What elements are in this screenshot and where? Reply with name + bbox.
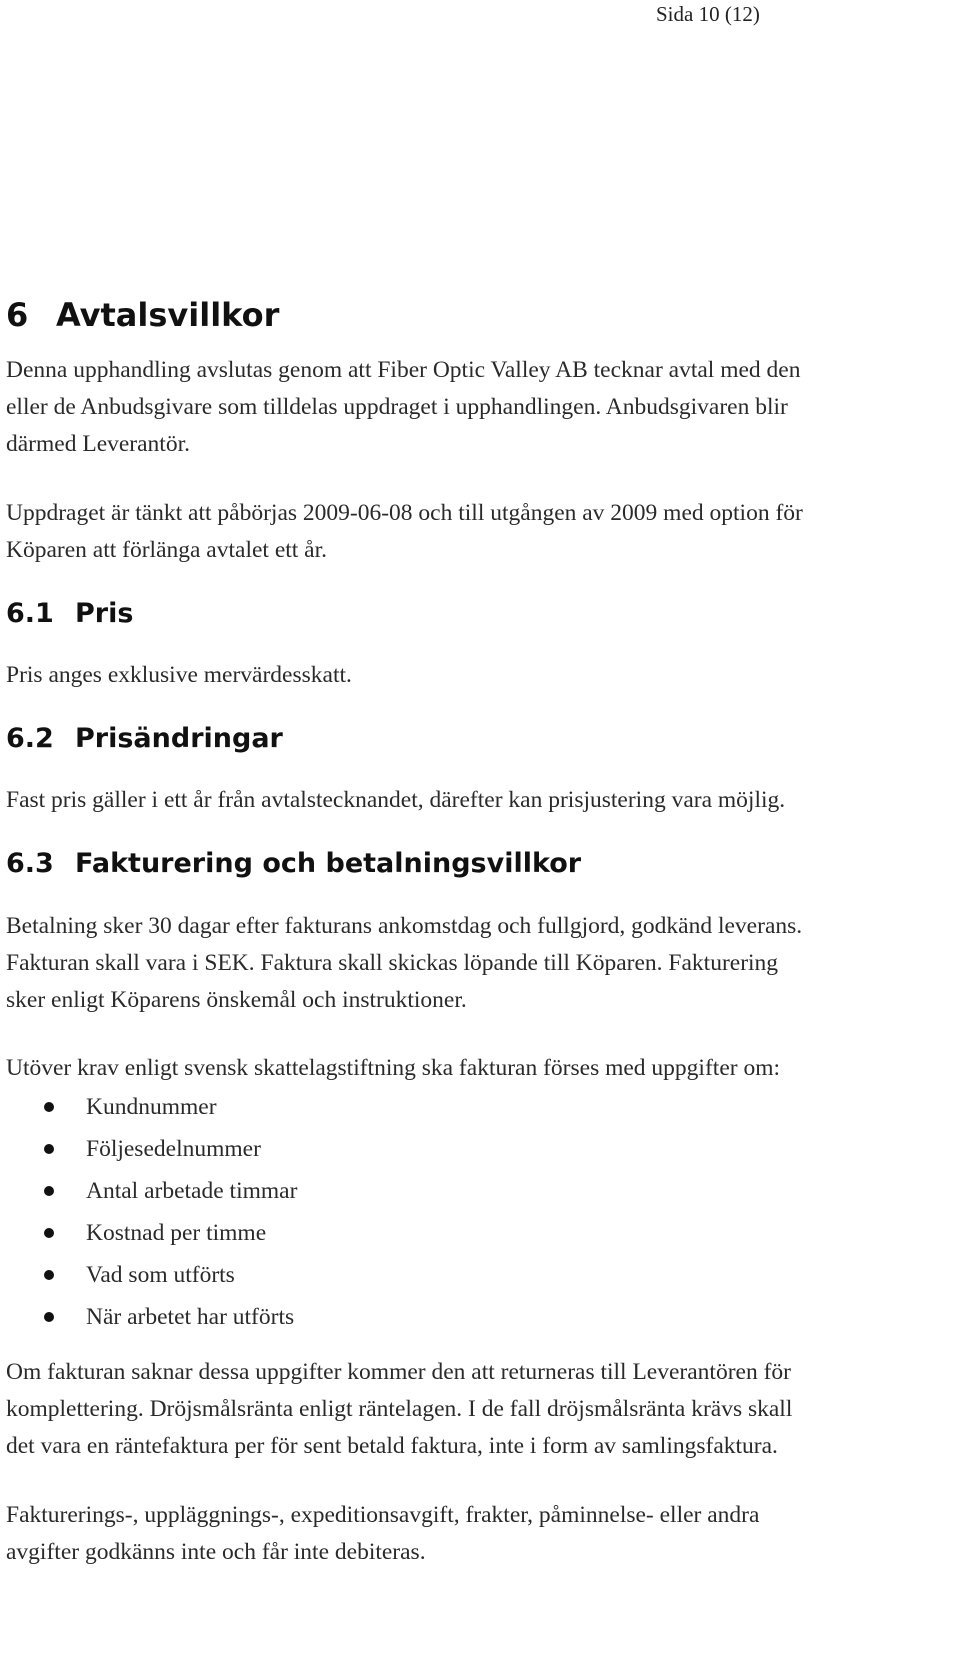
- missing-info-paragraph: [6, 1354, 792, 1465]
- subsection-title: Prisändringar: [75, 723, 283, 754]
- bullet-icon: [44, 1102, 54, 1112]
- subsection-title: Fakturering och betalningsvillkor: [75, 848, 582, 879]
- bullet-icon: [44, 1270, 54, 1280]
- subsection-heading-6-2: [6, 723, 283, 754]
- list-item-label: När arbetet har utförts: [86, 1304, 295, 1330]
- paragraph-line: Pris anges exklusive mervärdesskatt.: [6, 662, 352, 688]
- paragraph-line: Utöver krav enligt svensk skattelagstiftning ska fakturan förses med uppgifter om:: [6, 1055, 781, 1081]
- fees-paragraph: [6, 1497, 759, 1571]
- paragraph-line: Betalning sker 30 dagar efter fakturans ankomstdag och fullgjord, godkänd leverans.: [6, 913, 803, 939]
- start-paragraph: [6, 495, 803, 569]
- list-item: [6, 1170, 297, 1212]
- list-item: [6, 1296, 297, 1338]
- section-number: 6: [6, 296, 29, 334]
- paragraph-line: Fast pris gäller i ett år från avtalstecknandet, därefter kan prisjustering vara möjlig.: [6, 787, 786, 813]
- section-title: Avtalsvillkor: [56, 296, 280, 334]
- paragraph-line: Denna upphandling avslutas genom att Fiber Optic Valley AB tecknar avtal med den: [6, 357, 801, 383]
- paragraph-line: komplettering. Dröjsmålsränta enligt räntelagen. I de fall dröjsmålsränta krävs skall: [6, 1396, 793, 1422]
- subsection-heading-6-1: [6, 598, 133, 629]
- bullet-icon: [44, 1186, 54, 1196]
- paragraph-line: Köparen att förlänga avtalet ett år.: [6, 537, 328, 563]
- subsection-number: 6.1: [6, 598, 54, 629]
- list-item: [6, 1086, 297, 1128]
- bullet-icon: [44, 1312, 54, 1322]
- list-item-label: Antal arbetade timmar: [86, 1178, 298, 1204]
- requirements-list: [6, 1086, 297, 1338]
- bullet-icon: [44, 1228, 54, 1238]
- paragraph-line: Fakturan skall vara i SEK. Faktura skall skickas löpande till Köparen. Fakturering: [6, 950, 779, 976]
- paragraph-line: Om fakturan saknar dessa uppgifter kommer den att returneras till Leverantören för: [6, 1359, 791, 1385]
- price-paragraph: [6, 657, 352, 694]
- subsection-title: Pris: [75, 598, 134, 629]
- intro-paragraph: [6, 352, 800, 463]
- list-item: [6, 1128, 297, 1170]
- section-heading: [6, 296, 279, 334]
- paragraph-line: det vara en räntefaktura per för sent betald faktura, inte i form av samlingsfaktura.: [6, 1433, 778, 1459]
- paragraph-line: därmed Leverantör.: [6, 431, 190, 457]
- list-item-label: Kundnummer: [86, 1094, 217, 1120]
- price-change-paragraph: [6, 782, 785, 819]
- subsection-number: 6.3: [6, 848, 54, 879]
- page-number: Sida 10 (12): [656, 2, 760, 26]
- subsection-heading-6-3: [6, 848, 581, 879]
- list-item-label: Följesedelnummer: [86, 1136, 261, 1162]
- subsection-number: 6.2: [6, 723, 54, 754]
- paragraph-line: eller de Anbudsgivare som tilldelas uppdraget i upphandlingen. Anbudsgivaren blir: [6, 394, 788, 420]
- paragraph-line: Fakturerings-, uppläggnings-, expeditionsavgift, frakter, påminnelse- eller andra: [6, 1502, 760, 1528]
- requirements-intro: [6, 1050, 780, 1087]
- payment-paragraph: [6, 908, 802, 1019]
- list-item-label: Kostnad per timme: [86, 1220, 267, 1246]
- list-item-label: Vad som utförts: [86, 1262, 235, 1288]
- list-item: [6, 1254, 297, 1296]
- paragraph-line: Uppdraget är tänkt att påbörjas 2009-06-08 och till utgången av 2009 med option för: [6, 500, 803, 526]
- paragraph-line: sker enligt Köparens önskemål och instruktioner.: [6, 987, 467, 1013]
- paragraph-line: avgifter godkänns inte och får inte debiteras.: [6, 1539, 426, 1565]
- bullet-icon: [44, 1144, 54, 1154]
- list-item: [6, 1212, 297, 1254]
